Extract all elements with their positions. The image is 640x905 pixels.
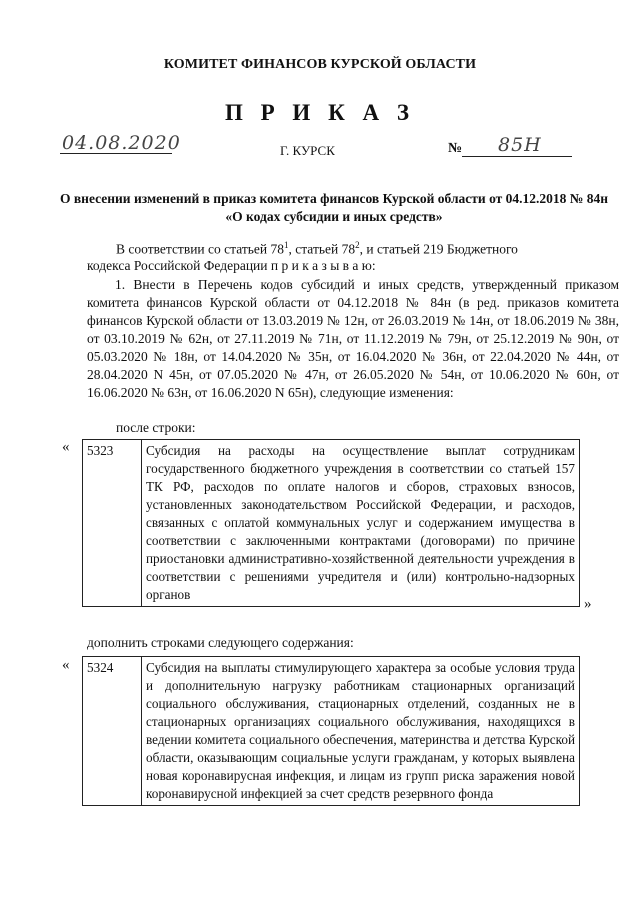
committee-name: КОМИТЕТ ФИНАНСОВ КУРСКОЙ ОБЛАСТИ [163,57,477,72]
open-quote-2: « [62,657,70,673]
intro-text-1: В соответствии со статьей 78 [116,241,284,257]
order-heading: О внесении изменений в приказ комитета финансов Курской области от 04.12.2018 № 84н «О кодах субсидии и иных средств» [60,191,608,224]
after-line-label: после строки: [116,420,196,435]
intro-sup-1: 1 [284,240,289,250]
entry-code: 5323 [83,440,142,607]
intro-sup-2: 2 [355,240,360,250]
document-title: П Р И К А З [224,100,415,125]
date-underline [60,153,172,154]
intro-line-1 [116,240,518,258]
close-quote-1: » [584,596,592,612]
entry-description: Субсидия на расходы на осуществление выплат сотрудникам государственного бюджетного учреждения в соответствии со статьей 157 ТК РФ, расходов по оплате налогов и сборов, страховых взносов, установленных законодательством Российской Федерации, и расходов, связанных с оплатой коммунальных услуг и содержанием имущества в соответствии с заключенными контрактами (договорами) по причине приостановки административно-хозяйственной деятельности учреждения в соответствии с решениями учредителя и (или) контрольно-надзорных органов [142,440,580,607]
number-underline [462,156,572,157]
intro-text-3: , и статьей 219 Бюджетного [359,241,518,257]
intro-text-2: , статьей 78 [288,241,356,257]
entry-table-5323 [82,439,580,607]
supplement-label: дополнить строками следующего содержания: [87,635,354,650]
number-label: № [448,141,463,156]
city-label: Г. КУРСК [280,143,335,158]
entry-table-5324 [82,656,580,806]
entry-code: 5324 [83,657,142,806]
item-1-paragraph: 1. Внести в Перечень кодов субсидий и иных средств, утвержденный приказом комитета финансов Курской области от 04.12.2018 № 84н (в ред. приказов комитета финансов Курской области от 13.03.2019 № 12н, от 26.03.2019 № 14н, от 18.06.2019 № 38н, от 03.10.2019 № 62н, от 27.11.2019 № 71н, от 11.12.2019 № 79н, от 25.12.2019 № 90н, от 05.03.2020 № 18н, от 14.04.2020 № 35н, от 16.04.2020 № 36н, от 22.04.2020 № 44н, от 28.04.2020 N 45н, от 07.05.2020 № 47н, от 26.05.2020 № 54н, от 10.06.2020 № 60н, от 16.06.2020 № 63н, от 16.06.2020 N 65н), следующие изменения: [87,277,619,400]
handwritten-number: 85Н [498,134,542,156]
table-row [83,440,580,607]
entry-description: Субсидия на выплаты стимулирующего характера за особые условия труда и дополнительную нагрузку работникам стационарных организаций социального обслуживания, стационарных отделений, созданных не в стационарных организациях социального обслуживания, находящихся в ведении комитета социального обеспечения, материнства и детства Курской области, оказывающим социальные услуги гражданам, у которых выявлена новая коронавирусная инфекция, и лицам из групп риска заражения новой коронавирусной инфекцией за счет средств резервного фонда [142,657,580,806]
open-quote-1: « [62,439,70,455]
intro-line-2: кодекса Российской Федерации п р и к а з ы в а ю: [87,258,376,273]
table-row [83,657,580,806]
handwritten-date: 04.08.2020 [62,132,181,154]
